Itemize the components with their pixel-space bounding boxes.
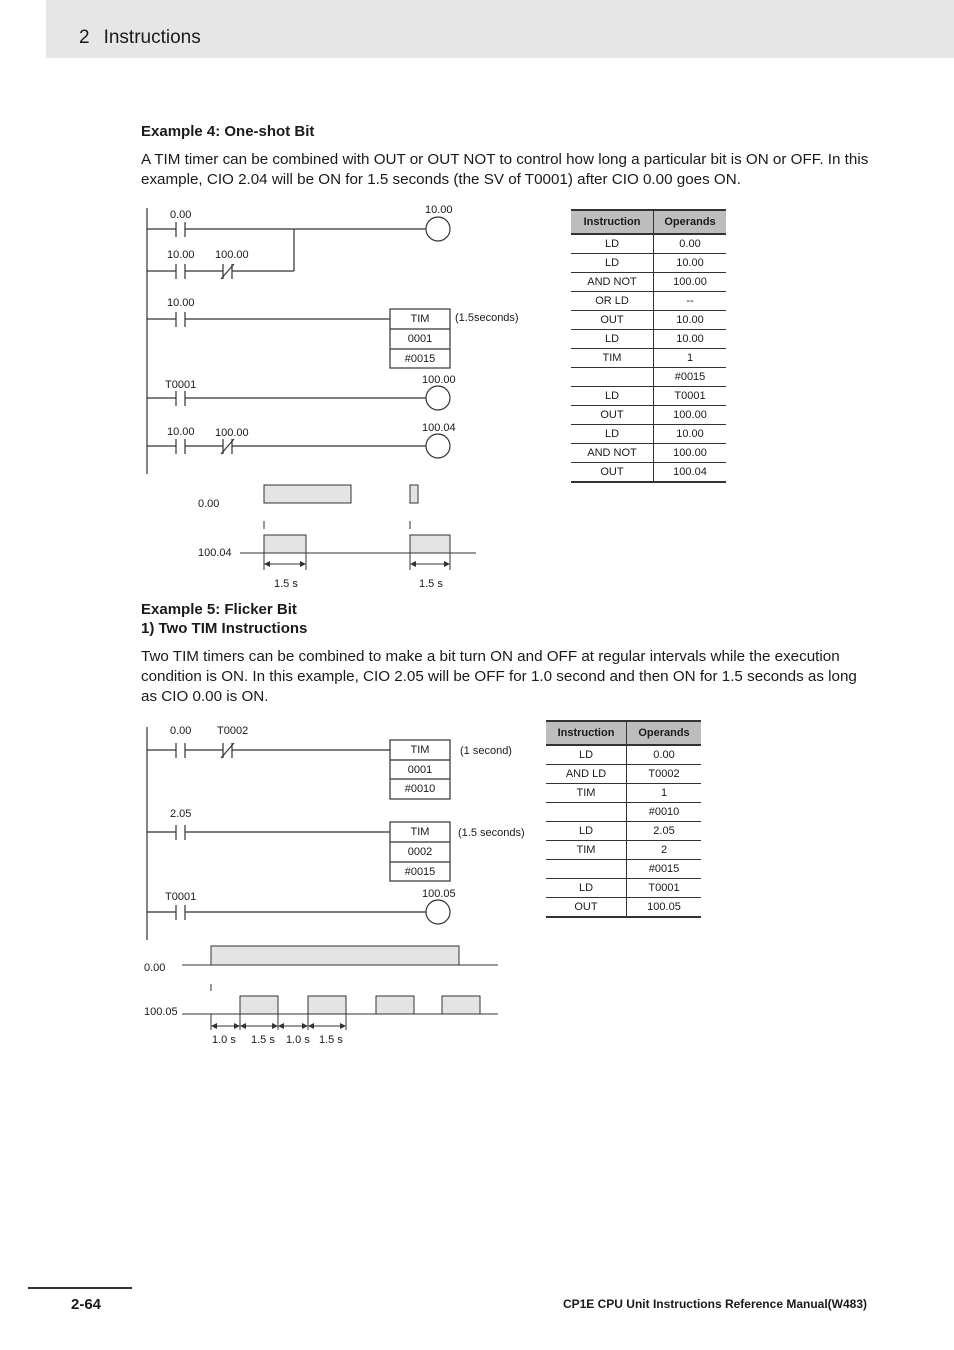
instruction-cell: AND NOT bbox=[571, 444, 654, 463]
operand-cell: 2 bbox=[627, 841, 702, 860]
tim-instruction-label: TIM bbox=[410, 313, 430, 325]
contact-label: T0002 bbox=[217, 725, 249, 737]
contact-label: 10.00 bbox=[167, 297, 195, 309]
instruction-cell: OUT bbox=[546, 898, 627, 918]
operand-cell: 1 bbox=[654, 349, 727, 368]
table-row bbox=[571, 406, 726, 425]
table-header: Instruction bbox=[546, 721, 627, 745]
table-row bbox=[546, 898, 701, 918]
tim-note: (1.5seconds) bbox=[455, 312, 519, 324]
operand-cell: 100.00 bbox=[654, 444, 727, 463]
table-row bbox=[571, 311, 726, 330]
table-row bbox=[571, 254, 726, 273]
table-row bbox=[546, 822, 701, 841]
tim-number: 0001 bbox=[407, 764, 433, 776]
operand-cell: 100.05 bbox=[627, 898, 702, 918]
table-row bbox=[546, 745, 701, 765]
contact-label: 2.05 bbox=[170, 808, 192, 820]
table-row bbox=[571, 349, 726, 368]
instruction-cell: LD bbox=[546, 879, 627, 898]
table-header: Operands bbox=[627, 721, 702, 745]
footer-rule bbox=[28, 1287, 132, 1289]
instruction-cell: OR LD bbox=[571, 292, 654, 311]
instruction-cell: LD bbox=[546, 822, 627, 841]
instruction-cell: OUT bbox=[571, 311, 654, 330]
operand-cell: 100.04 bbox=[654, 463, 727, 483]
table-row bbox=[571, 463, 726, 483]
contact-label: 100.00 bbox=[215, 427, 249, 439]
section-name: Instructions bbox=[103, 27, 201, 48]
timing-signal-label: 0.00 bbox=[198, 498, 220, 510]
contact-label: T0001 bbox=[165, 891, 197, 903]
duration-label: 1.5 s bbox=[251, 1034, 275, 1046]
operand-cell: #0015 bbox=[627, 860, 702, 879]
instruction-cell: LD bbox=[571, 254, 654, 273]
table-header: Instruction bbox=[571, 210, 654, 234]
operand-cell: 10.00 bbox=[654, 330, 727, 349]
instruction-cell: LD bbox=[571, 425, 654, 444]
contact-label: T0001 bbox=[165, 379, 197, 391]
operand-cell: T0001 bbox=[627, 879, 702, 898]
operand-cell: -- bbox=[654, 292, 727, 311]
example4-paragraph: A TIM timer can be combined with OUT or OUT NOT to control how long a particular bit is ON or OFF. In this example, CIO 2.04 will be ON for 1.5 seconds (the SV of T0001) after CIO 0.00 goes ON. bbox=[141, 151, 869, 188]
table-row bbox=[546, 803, 701, 822]
tim-note: (1 second) bbox=[460, 745, 512, 757]
timing-signal-label: 100.05 bbox=[144, 1006, 178, 1018]
table-row bbox=[571, 368, 726, 387]
operand-cell: 10.00 bbox=[654, 311, 727, 330]
page-number: 2-64 bbox=[71, 1296, 102, 1313]
table-row bbox=[571, 330, 726, 349]
table-row bbox=[571, 387, 726, 406]
instruction-cell: TIM bbox=[546, 784, 627, 803]
duration-label: 1.0 s bbox=[212, 1034, 236, 1046]
instruction-cell: LD bbox=[571, 330, 654, 349]
operand-cell: T0002 bbox=[627, 765, 702, 784]
table-row bbox=[546, 841, 701, 860]
tim-instruction-label: TIM bbox=[410, 744, 430, 756]
tim-note: (1.5 seconds) bbox=[458, 827, 525, 839]
table-row bbox=[546, 860, 701, 879]
duration-label: 1.5 s bbox=[419, 578, 443, 590]
instruction-cell: TIM bbox=[571, 349, 654, 368]
contact-label: 0.00 bbox=[170, 209, 192, 221]
example4-heading: Example 4: One-shot Bit bbox=[141, 123, 315, 140]
operand-cell: 10.00 bbox=[654, 425, 727, 444]
table-row bbox=[546, 765, 701, 784]
example5-paragraph: Two TIM timers can be combined to make a bit turn ON and OFF at regular intervals while the execution condition is ON. In this example, CIO 2.05 will be OFF for 1.0 second and then ON for 1.5 seconds as long as CIO 0.00 is ON. bbox=[141, 648, 857, 705]
example4-instruction-table bbox=[571, 209, 726, 483]
instruction-cell: AND NOT bbox=[571, 273, 654, 292]
operand-cell: #0015 bbox=[654, 368, 727, 387]
coil-label: 100.05 bbox=[422, 888, 456, 900]
duration-label: 1.0 s bbox=[286, 1034, 310, 1046]
instruction-cell: LD bbox=[546, 745, 627, 765]
duration-label: 1.5 s bbox=[274, 578, 298, 590]
coil-label: 10.00 bbox=[425, 204, 453, 216]
manual-title: CP1E CPU Unit Instructions Reference Manual(W483) bbox=[562, 1297, 867, 1311]
operand-cell: 2.05 bbox=[627, 822, 702, 841]
operand-cell: T0001 bbox=[654, 387, 727, 406]
table-row bbox=[546, 879, 701, 898]
example5-heading: Example 5: Flicker Bit bbox=[141, 601, 297, 618]
timing-signal-label: 0.00 bbox=[144, 962, 166, 974]
table-row bbox=[571, 444, 726, 463]
tim-number: 0002 bbox=[407, 846, 433, 858]
instruction-cell: TIM bbox=[546, 841, 627, 860]
operand-cell: 100.00 bbox=[654, 273, 727, 292]
operand-cell: 100.00 bbox=[654, 406, 727, 425]
operand-cell: 0.00 bbox=[627, 745, 702, 765]
operand-cell: 1 bbox=[627, 784, 702, 803]
tim-set-value: #0015 bbox=[404, 866, 436, 878]
example5-subheading: 1) Two TIM Instructions bbox=[141, 620, 308, 637]
contact-label: 100.00 bbox=[215, 249, 249, 261]
instruction-cell: AND LD bbox=[546, 765, 627, 784]
table-row bbox=[571, 425, 726, 444]
instruction-cell: OUT bbox=[571, 406, 654, 425]
instruction-cell bbox=[546, 803, 627, 822]
duration-label: 1.5 s bbox=[319, 1034, 343, 1046]
instruction-cell bbox=[571, 368, 654, 387]
section-number: 2 bbox=[79, 27, 90, 48]
instruction-cell: OUT bbox=[571, 463, 654, 483]
coil-label: 100.00 bbox=[422, 374, 456, 386]
tim-set-value: #0015 bbox=[404, 353, 436, 365]
table-row bbox=[571, 292, 726, 311]
operand-cell: #0010 bbox=[627, 803, 702, 822]
instruction-cell: LD bbox=[571, 234, 654, 254]
table-row bbox=[571, 234, 726, 254]
tim-instruction-label: TIM bbox=[410, 826, 430, 838]
example5-instruction-table bbox=[546, 720, 701, 918]
operand-cell: 10.00 bbox=[654, 254, 727, 273]
tim-set-value: #0010 bbox=[404, 783, 436, 795]
table-row bbox=[571, 273, 726, 292]
table-header: Operands bbox=[654, 210, 727, 234]
contact-label: 0.00 bbox=[170, 725, 192, 737]
contact-label: 10.00 bbox=[167, 426, 195, 438]
table-row bbox=[546, 784, 701, 803]
timing-signal-label: 100.04 bbox=[198, 547, 232, 559]
contact-label: 10.00 bbox=[167, 249, 195, 261]
tim-number: 0001 bbox=[407, 333, 433, 345]
coil-label: 100.04 bbox=[422, 422, 456, 434]
instruction-cell bbox=[546, 860, 627, 879]
instruction-cell: LD bbox=[571, 387, 654, 406]
operand-cell: 0.00 bbox=[654, 234, 727, 254]
